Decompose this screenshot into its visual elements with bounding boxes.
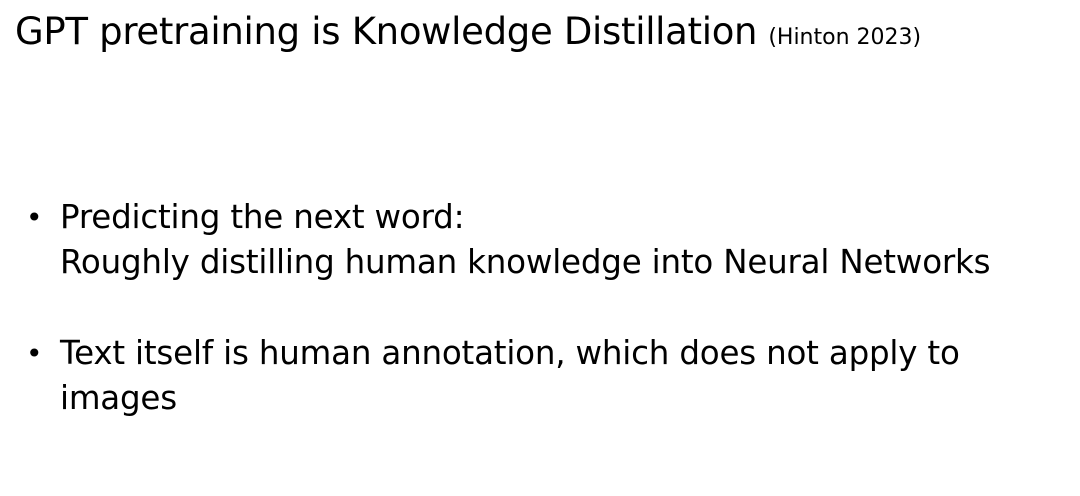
- slide-title: GPT pretraining is Knowledge Distillation: [15, 10, 758, 53]
- bullet-line: Roughly distilling human knowledge into Neural Networks: [60, 243, 991, 281]
- slide-title-row: [15, 6, 921, 64]
- bullet-text: [60, 195, 1075, 285]
- title-citation: (Hinton 2023): [768, 25, 922, 50]
- bullet-text: [60, 331, 1075, 421]
- bullet-marker: •: [26, 201, 43, 234]
- bullet-marker: •: [26, 337, 43, 370]
- bullet-line: Predicting the next word:: [60, 198, 465, 236]
- bullet-line: images: [60, 379, 177, 417]
- bullet-line: Text itself is human annotation, which does not apply to: [60, 334, 960, 372]
